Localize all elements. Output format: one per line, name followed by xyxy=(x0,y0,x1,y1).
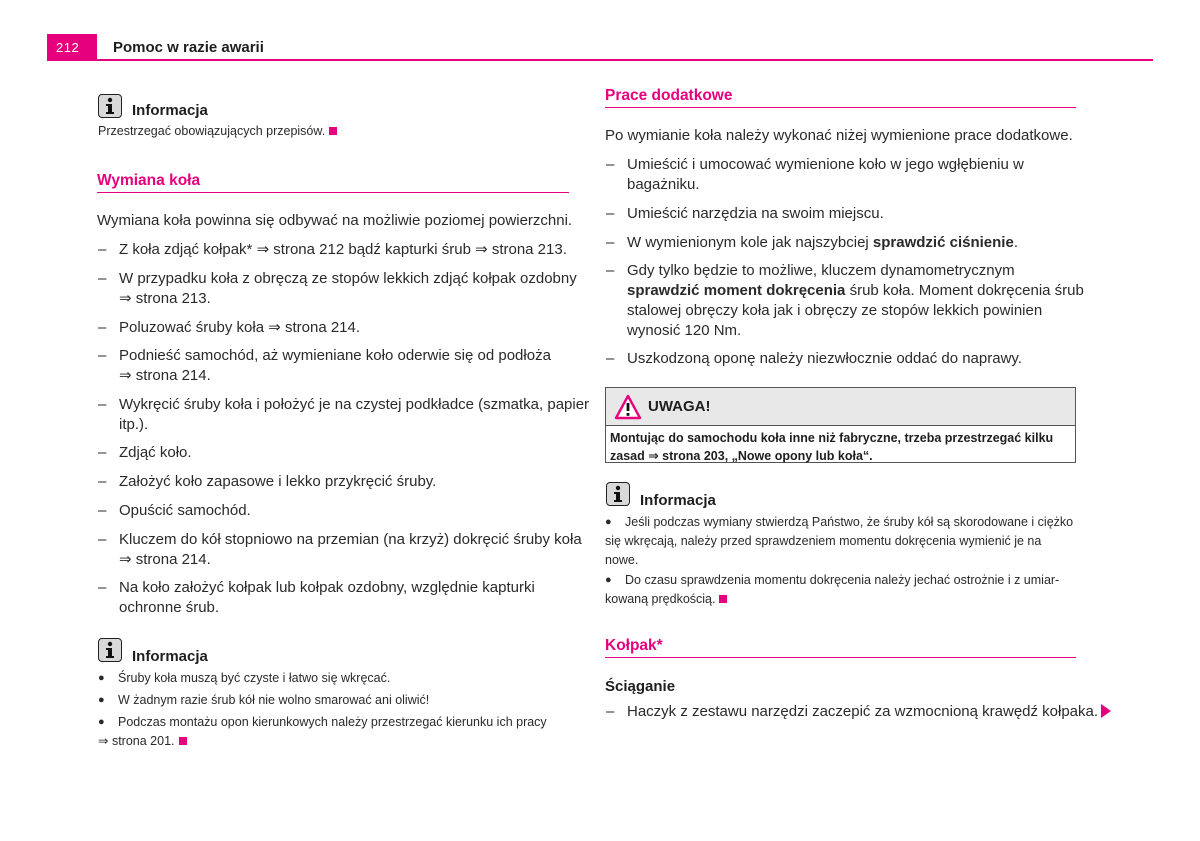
list-item-text: ⇒ strona 214. xyxy=(119,551,211,568)
info-icon xyxy=(606,482,630,506)
bullet-dot-icon: ● xyxy=(98,694,105,706)
info-title: Informacja xyxy=(132,648,208,665)
list-dash: – xyxy=(98,270,107,287)
list-dash: – xyxy=(98,444,107,461)
list-item-text: Wykręcić śruby koła i położyć je na czystej podkładce (szmatka, papier xyxy=(119,396,590,413)
bullet-text-line xyxy=(625,571,1059,590)
list-dash: – xyxy=(98,473,107,490)
info-icon xyxy=(98,638,122,662)
bullet-text-line xyxy=(118,669,390,688)
bullet-text-line xyxy=(605,590,727,609)
bullet-text: Podczas montażu opon kierunkowych należy przestrzegać kierunku ich pracy xyxy=(118,715,547,729)
section-title-wymiana: Wymiana koła xyxy=(97,172,201,189)
end-square-icon xyxy=(179,737,187,745)
warning-title: UWAGA! xyxy=(648,398,711,415)
section-divider xyxy=(605,657,1076,658)
bullet-text-line xyxy=(118,691,429,710)
bullet-text: Do czasu sprawdzenia momentu dokręcenia należy jechać ostrożnie i z umiar- xyxy=(625,573,1060,587)
bullet-text: nowe. xyxy=(605,553,639,567)
list-item-text: Poluzować śruby koła ⇒ strona 214. xyxy=(119,319,361,336)
header-divider xyxy=(47,59,1153,61)
list-item-text: Zdjąć koło. xyxy=(119,444,192,461)
section-title-kolpak: Kołpak* xyxy=(605,637,663,654)
section-intro: Wymiana koła powinna się odbywać na możliwie poziomej powierzchni. xyxy=(97,212,573,229)
section-divider xyxy=(97,192,569,193)
list-dash: – xyxy=(98,241,107,258)
list-item-text: Z koła zdjąć kołpak* ⇒ strona 212 bądź kapturki śrub ⇒ strona 213. xyxy=(119,241,567,258)
list-dash: – xyxy=(98,579,107,596)
warning-triangle-icon xyxy=(614,394,642,420)
list-dash: – xyxy=(98,531,107,548)
warning-text: Montując do samochodu koła inne niż fabryczne, trzeba przestrzegać kilku zasad ⇒ strona 203, „Nowe opony lub koła“. xyxy=(610,431,1054,463)
bullet-text: Jeśli podczas wymiany stwierdzą Państwo, że śruby kół są skorodowane i ciężko xyxy=(625,515,1074,529)
bullet-text: ⇒ strona 201. xyxy=(98,734,175,748)
list-item-text: Założyć koło zapasowe i lekko przykręcić śruby. xyxy=(119,473,437,490)
bullet-text-line xyxy=(118,713,547,732)
section-intro: Po wymianie koła należy wykonać niżej wymienione prace dodatkowe. xyxy=(605,127,1073,144)
list-item-text: ⇒ strona 213. xyxy=(119,290,211,307)
page-number: 212 xyxy=(56,40,80,55)
info-icon xyxy=(98,94,122,118)
list-dash: – xyxy=(98,396,107,413)
end-square-icon xyxy=(329,127,337,135)
bullet-dot-icon: ● xyxy=(98,672,105,684)
bullet-text-line xyxy=(625,513,1073,532)
bullet-text: się wkręcają, należy przed sprawdzeniem momentu dokręcenia wymienić je na xyxy=(605,534,1042,548)
list-dash: – xyxy=(98,347,107,364)
info-text: Przestrzegać obowiązujących przepisów. xyxy=(98,122,337,141)
continue-arrow-icon xyxy=(1101,704,1111,718)
list-item-text: Podnieść samochód, aż wymieniane koło oderwie się od podłoża xyxy=(119,347,551,364)
list-item-text: W przypadku koła z obręczą ze stopów lekkich zdjąć kołpak ozdobny xyxy=(119,270,577,287)
section-title-prace: Prace dodatkowe xyxy=(605,87,733,104)
bullet-text-line xyxy=(98,732,187,751)
bullet-dot-icon: ● xyxy=(605,516,612,528)
warning-header xyxy=(606,388,1075,426)
subsection-title: Ściąganie xyxy=(605,678,676,695)
bullet-text: W żadnym razie śrub kół nie wolno smarować ani oliwić! xyxy=(118,693,430,707)
page-header-title: Pomoc w razie awarii xyxy=(113,39,264,56)
warning-box xyxy=(605,387,1076,463)
list-item-text: Na koło założyć kołpak lub kołpak ozdobny, względnie kapturki xyxy=(119,579,535,596)
bullet-text-line xyxy=(605,532,1041,551)
end-square-icon xyxy=(719,595,727,603)
bullet-dot-icon: ● xyxy=(605,574,612,586)
list-item-text: itp.). xyxy=(119,416,149,433)
list-item-text: Kluczem do kół stopniowo na przemian (na krzyż) dokręcić śruby koła xyxy=(119,531,582,548)
list-item-text: ⇒ strona 214. xyxy=(119,367,211,384)
bullet-text-line xyxy=(605,551,638,570)
bullet-text: kowaną prędkością. xyxy=(605,592,716,606)
section-divider xyxy=(605,107,1076,108)
info-title: Informacja xyxy=(640,492,716,509)
bullet-text: Śruby koła muszą być czyste i łatwo się wkręcać. xyxy=(118,671,391,685)
bullet-dot-icon: ● xyxy=(98,716,105,728)
list-item-text: Opuścić samochód. xyxy=(119,502,251,519)
list-dash: – xyxy=(98,502,107,519)
list-dash: – xyxy=(98,319,107,336)
list-item-text: ochronne śrub. xyxy=(119,599,220,616)
info-title: Informacja xyxy=(132,102,208,119)
